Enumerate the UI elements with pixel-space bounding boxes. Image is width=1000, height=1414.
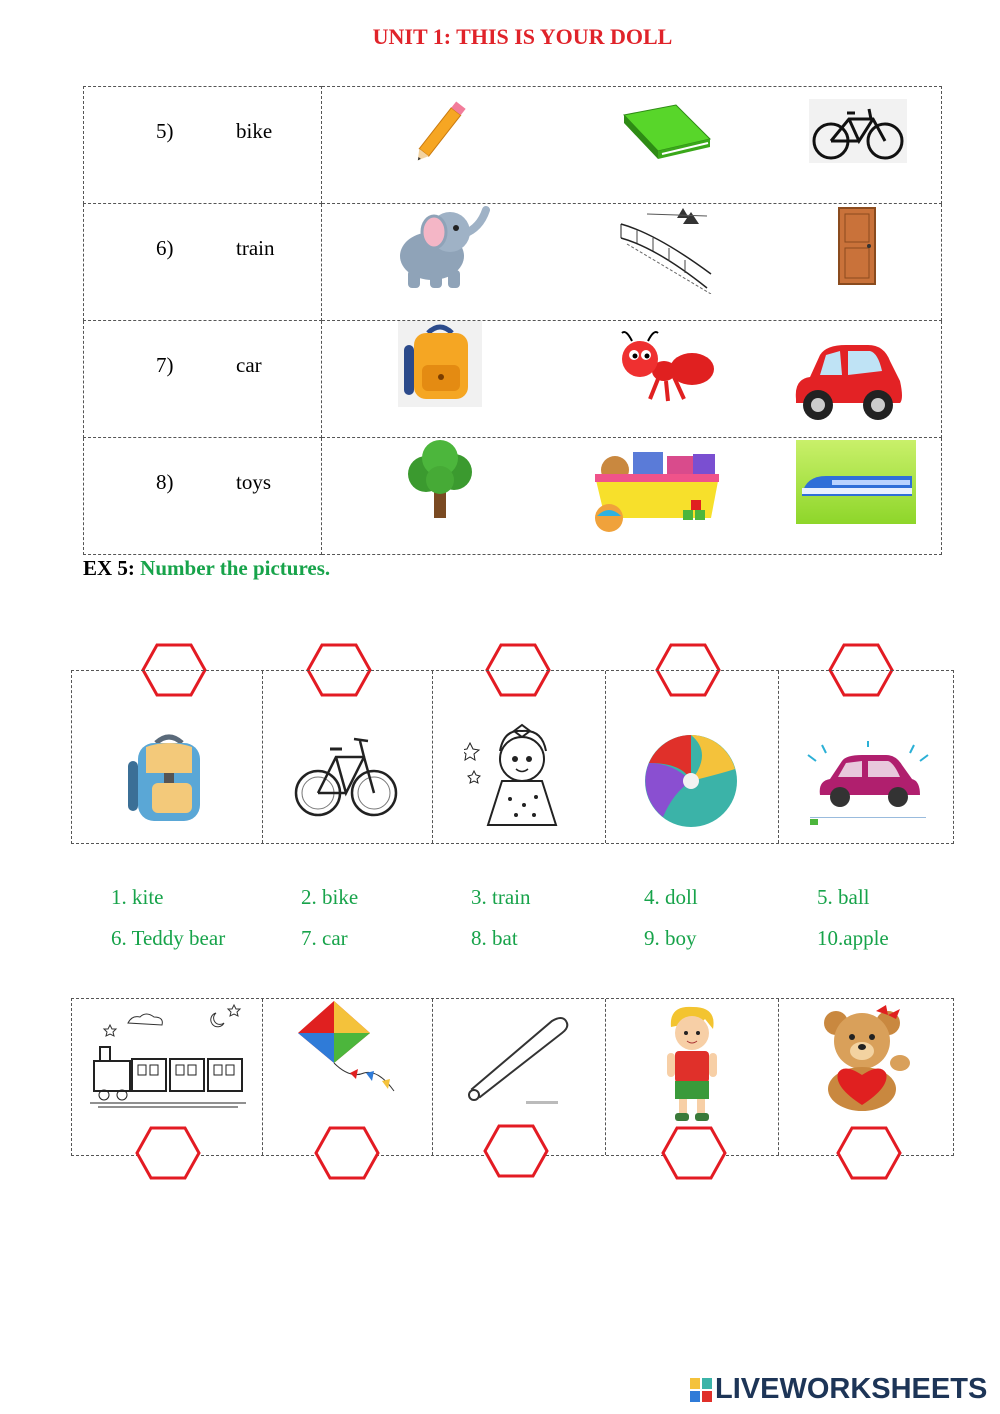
train-image[interactable]	[796, 440, 916, 524]
top-picture-strip	[71, 670, 954, 844]
row-number: 6)	[156, 236, 174, 260]
backpack-image[interactable]	[124, 733, 214, 825]
answer-box-8[interactable]	[483, 1124, 549, 1178]
train-outline-image[interactable]	[88, 1003, 248, 1113]
answer-box-7[interactable]	[314, 1126, 380, 1180]
word-bank-item: 5. ball	[817, 885, 870, 909]
tree-image[interactable]	[398, 440, 482, 522]
word-bank-item: 10.apple	[817, 926, 889, 950]
bicycle-outline-image[interactable]	[294, 727, 398, 827]
liveworksheets-logo	[690, 1373, 987, 1406]
toy-box-image[interactable]	[587, 446, 727, 532]
row-number: 5)	[156, 119, 174, 143]
row-label	[84, 438, 322, 555]
word-bank-item: 2. bike	[301, 885, 359, 909]
picture-cell	[605, 671, 779, 843]
exercise-heading	[83, 556, 330, 581]
row-pictures	[322, 204, 942, 321]
kite-image[interactable]	[294, 999, 404, 1103]
ant-image[interactable]	[612, 329, 716, 403]
matching-table	[83, 86, 942, 555]
row-pictures	[322, 321, 942, 438]
word-bank-item: 3. train	[471, 885, 531, 909]
picture-cell	[778, 671, 953, 843]
word-bank-item: 6. Teddy bear	[111, 926, 226, 950]
row-word: car	[236, 353, 262, 377]
answer-box-6[interactable]	[135, 1126, 201, 1180]
word-bank-item: 9. boy	[644, 926, 697, 950]
row-pictures	[322, 438, 942, 555]
word-bank-item: 1. kite	[111, 885, 164, 909]
row-number: 8)	[156, 470, 174, 494]
answer-box-10[interactable]	[836, 1126, 902, 1180]
row-label	[84, 87, 322, 204]
logo-text: LIVEWORKSHEETS	[715, 1373, 988, 1405]
row-word: train	[236, 236, 275, 260]
teddy-bear-image[interactable]	[814, 1005, 914, 1113]
doll-outline-image[interactable]	[464, 721, 574, 833]
backpack-image[interactable]	[398, 321, 482, 407]
door-image[interactable]	[837, 206, 877, 286]
car-image[interactable]	[790, 341, 906, 423]
exercise-instruction: Number the pictures.	[140, 556, 331, 580]
row-number: 7)	[156, 353, 174, 377]
row-label	[84, 321, 322, 438]
bicycle-image[interactable]	[809, 99, 907, 163]
row-word: bike	[236, 119, 273, 143]
pencil-image[interactable]	[402, 93, 482, 168]
picture-cell	[432, 671, 606, 843]
exercise-label: EX 5:	[83, 556, 135, 580]
row-pictures	[322, 87, 942, 204]
page-title: UNIT 1: THIS IS YOUR DOLL	[372, 24, 673, 49]
row-word: toys	[236, 470, 272, 494]
logo-mark-icon	[690, 1378, 712, 1402]
ball-image[interactable]	[643, 733, 739, 829]
boy-image[interactable]	[659, 1003, 725, 1123]
table-row	[84, 438, 942, 555]
table-row	[84, 87, 942, 204]
bat-image[interactable]	[466, 1013, 576, 1109]
book-image[interactable]	[622, 103, 714, 161]
train-sketch-image[interactable]	[617, 204, 717, 294]
word-bank-item: 8. bat	[471, 926, 518, 950]
word-bank-item: 7. car	[301, 926, 348, 950]
picture-cell	[72, 671, 263, 843]
word-bank-item: 4. doll	[644, 885, 698, 909]
table-row	[84, 204, 942, 321]
row-label	[84, 204, 322, 321]
table-row	[84, 321, 942, 438]
elephant-image[interactable]	[390, 204, 490, 290]
car-image[interactable]	[806, 741, 930, 831]
picture-cell	[262, 671, 433, 843]
answer-box-9[interactable]	[661, 1126, 727, 1180]
